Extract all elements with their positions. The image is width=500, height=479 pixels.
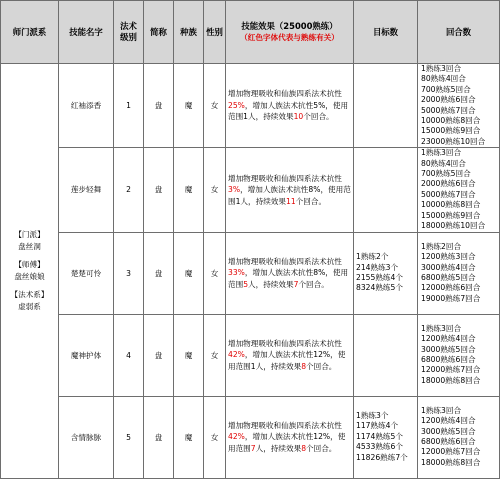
header-race: 种族 xyxy=(174,1,204,64)
skill-race: 魔 xyxy=(174,314,204,396)
skill-level: 3 xyxy=(114,232,144,314)
skill-name: 含情脉脉 xyxy=(59,396,114,478)
header-gender: 性别 xyxy=(204,1,226,64)
skill-abbr: 盘 xyxy=(144,232,174,314)
header-skill-name: 技能名字 xyxy=(59,1,114,64)
skill-target: 1熟练2个 214熟练3个 2155熟练4个 8324熟练5个 xyxy=(354,232,418,314)
skill-gender: 女 xyxy=(204,314,226,396)
header-target: 目标数 xyxy=(354,1,418,64)
skill-gender: 女 xyxy=(204,64,226,148)
skill-level: 1 xyxy=(114,64,144,148)
header-row xyxy=(1,1,500,64)
skill-race: 魔 xyxy=(174,148,204,232)
skill-level: 2 xyxy=(114,148,144,232)
skill-race: 魔 xyxy=(174,232,204,314)
skill-race: 魔 xyxy=(174,64,204,148)
master-value: 盘丝娘娘 xyxy=(14,271,45,281)
skill-rounds: 1熟练3回合 1200熟练4回合 3000熟练5回合 6800熟练6回合 12000熟练7回合 18000熟练8回合 xyxy=(418,396,500,478)
table-row xyxy=(1,148,500,232)
skill-gender: 女 xyxy=(204,148,226,232)
header-effect xyxy=(226,1,354,64)
skill-level: 4 xyxy=(114,314,144,396)
skill-gender: 女 xyxy=(204,232,226,314)
skill-target xyxy=(354,64,418,148)
skill-name: 红袖添香 xyxy=(59,64,114,148)
skill-target xyxy=(354,314,418,396)
school-label: 【法术系】 xyxy=(10,289,49,299)
sect-info-cell xyxy=(1,64,59,479)
table-row xyxy=(1,314,500,396)
skill-target: 1熟练3个 117熟练4个 1174熟练5个 4533熟练6个 11826熟练7个 xyxy=(354,396,418,478)
master-label: 【师傅】 xyxy=(14,259,45,269)
header-level: 法术级别 xyxy=(114,1,144,64)
skill-effect: 增加物理吸收和仙族四系法术抗性42%，增加人族法术抗性12%，使用范围7人，持续效果8个回合。 xyxy=(226,396,354,478)
table-row xyxy=(1,396,500,478)
skill-target xyxy=(354,148,418,232)
skill-gender: 女 xyxy=(204,396,226,478)
header-rounds: 回合数 xyxy=(418,1,500,64)
header-effect-note: （红色字体代表与熟练有关） xyxy=(240,33,339,42)
skill-abbr: 盘 xyxy=(144,314,174,396)
skill-effect: 增加物理吸收和仙族四系法术抗性42%，增加人族法术抗性12%，使用范围1人，持续效果8个回合。 xyxy=(226,314,354,396)
header-effect-title: 技能效果（25000熟练） xyxy=(241,21,338,31)
table-row xyxy=(1,232,500,314)
skill-abbr: 盘 xyxy=(144,148,174,232)
skill-abbr: 盘 xyxy=(144,64,174,148)
sect-label: 【门派】 xyxy=(14,229,45,239)
skill-name: 莲步轻舞 xyxy=(59,148,114,232)
skill-effect: 增加物理吸收和仙族四系法术抗性3%，增加人族法术抗性8%，使用范围1人，持续效果11个回合。 xyxy=(226,148,354,232)
skill-effect: 增加物理吸收和仙族四系法术抗性33%，增加人族法术抗性8%，使用范围5人，持续效果7个回合。 xyxy=(226,232,354,314)
school-value: 虚弱系 xyxy=(18,301,41,311)
sect-value: 盘丝洞 xyxy=(18,241,41,251)
skill-rounds: 1熟练2回合 1200熟练3回合 3000熟练4回合 6800熟练5回合 12000熟练6回合 19000熟练7回合 xyxy=(418,232,500,314)
skill-rounds: 1熟练3回合 1200熟练4回合 3000熟练5回合 6800熟练6回合 12000熟练7回合 18000熟练8回合 xyxy=(418,314,500,396)
skill-name: 楚楚可怜 xyxy=(59,232,114,314)
header-sect: 师门派系 xyxy=(1,1,59,64)
skill-name: 魔神护体 xyxy=(59,314,114,396)
skill-rounds: 1熟练3回合 80熟练4回合 700熟练5回合 2000熟练6回合 5000熟练7回合 10000熟练8回合 15000熟练9回合 23000熟练10回合 xyxy=(418,64,500,148)
header-abbr: 简称 xyxy=(144,1,174,64)
skill-effect: 增加物理吸收和仙族四系法术抗性25%，增加人族法术抗性5%，使用范围1人，持续效果10个回合。 xyxy=(226,64,354,148)
skill-race: 魔 xyxy=(174,396,204,478)
table-row xyxy=(1,64,500,148)
skill-abbr: 盘 xyxy=(144,396,174,478)
skill-level: 5 xyxy=(114,396,144,478)
skill-rounds: 1熟练3回合 80熟练4回合 700熟练5回合 2000熟练6回合 5000熟练7回合 10000熟练8回合 15000熟练9回合 18000熟练10回合 xyxy=(418,148,500,232)
